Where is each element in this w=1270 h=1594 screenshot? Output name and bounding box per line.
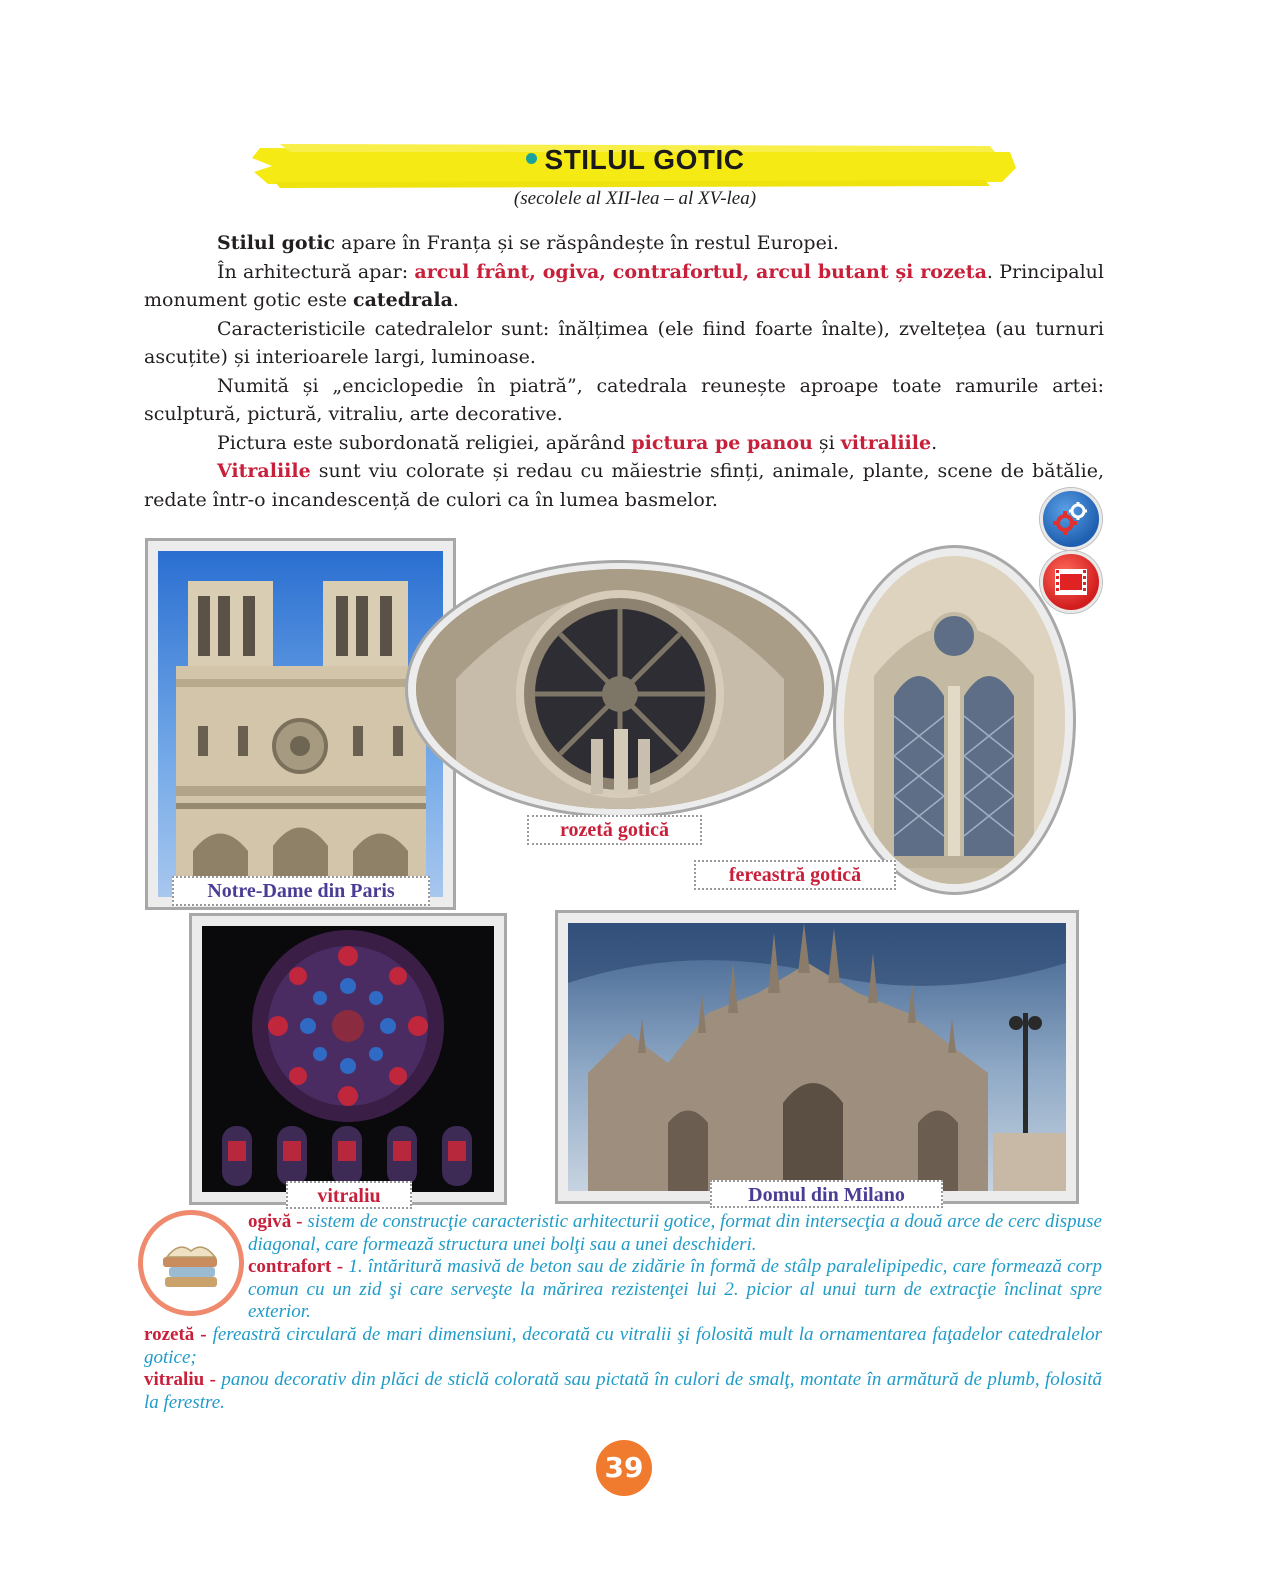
paragraph: Vitraliile sunt viu colorate și redau cu măiestrie sfinți, animale, plante, scene de bătălie, redate într-o incandescență de culori ca în lumea basmelor. [144, 460, 1104, 511]
caption-milano: Domul din Milano [710, 1180, 943, 1208]
rozeta-photo [416, 569, 824, 809]
film-icon [1043, 554, 1099, 610]
glossary-top [248, 1211, 1102, 1324]
rozeta-frame [405, 560, 835, 818]
caption-rozeta: rozetă gotică [527, 815, 702, 845]
glossary-entry-contrafort: contrafort - 1. întăritură masivă de beton sau de zidărie în formă de stâlp paralelipipedic, care formează corp comun cu un zid şi care serveşte la mărirea rezistenţei lui 2. picior al unui turn de extracţie înclinat spre exterior. [248, 1256, 1102, 1322]
bullet-dot-icon [526, 153, 537, 164]
vitraliu-frame [189, 913, 507, 1205]
page-number: 39 [596, 1440, 652, 1496]
paragraph: În arhitectură apar: arcul frânt, ogiva, contrafortul, arcul butant și rozeta. Principalul monument gotic este catedrala. [144, 260, 1104, 311]
fereastra-frame [833, 545, 1076, 895]
glossary-entry-rozeta: rozetă - fereastră circulară de mari dimensiuni, decorată cu vitralii şi folosită mult la ornamentarea faţadelor catedralelor gotice; [144, 1324, 1103, 1368]
notre-dame-photo [158, 551, 443, 897]
paragraph: Numită și „enciclopedie în piatră”, catedrala reunește aproape toate ramurile artei: sculptură, pictură, vitraliu, arte decorative. [144, 374, 1104, 425]
paragraph: Stilul gotic apare în Franța și se răspândește în restul Europei. [217, 232, 839, 254]
glossary-entry-vitraliu: vitraliu - panou decorativ din plăci de sticlă colorată sau pictată în culori de smalţ, montate în armătură de plumb, folosită la ferestre. [144, 1369, 1103, 1413]
books-icon [138, 1210, 244, 1316]
milano-frame [555, 910, 1079, 1204]
gear-icon [1043, 491, 1099, 547]
video-button[interactable] [1040, 551, 1102, 613]
caption-fereastra: fereastră gotică [694, 860, 896, 890]
glossary-bottom [144, 1324, 1102, 1414]
fereastra-photo [844, 556, 1065, 884]
notre-dame-frame [145, 538, 456, 910]
gear-button[interactable] [1040, 488, 1102, 550]
page-title: STILUL GOTIC [250, 144, 1020, 176]
caption-notre-dame: Notre-Dame din Paris [172, 876, 430, 906]
vitraliu-photo [202, 926, 494, 1192]
paragraph: Pictura este subordonată religiei, apărând pictura pe panou și vitraliile. [217, 431, 938, 454]
glossary-entry-ogiva: ogivă - sistem de construcţie caracteristic arhitecturii gotice, format din intersecţia a două arce de cerc dispuse diagonal, care formează structura unei bolţi sau a unei deschideri. [248, 1211, 1102, 1255]
page-subtitle: (secolele al XII-lea – al XV-lea) [513, 188, 757, 209]
paragraph: Caracteristicile catedralelor sunt: înălțimea (ele fiind foarte înalte), zveltețea (au turnuri ascuțite) și interioarele largi, luminoase. [144, 317, 1104, 368]
body-text [144, 229, 1104, 514]
milano-photo [568, 923, 1066, 1191]
caption-vitraliu: vitraliu [286, 1181, 412, 1209]
